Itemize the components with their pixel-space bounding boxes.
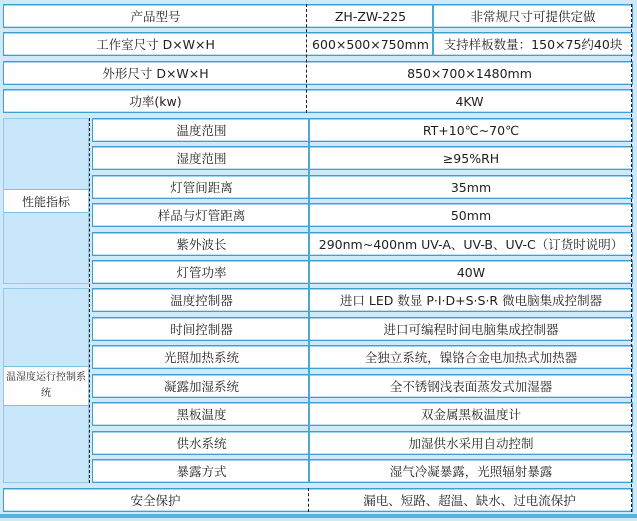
table-row-uv-wavelength [92,232,633,256]
row-value: 漏电、短路、超温、缺水、过电流保护 [363,493,576,508]
table-row-time-controller [92,317,633,341]
row-label: 工作室尺寸 D×W×H [96,37,215,52]
section-header-control-system [3,288,89,483]
table-row-sample-lamp-distance [92,203,633,227]
row-label: 安全保护 [130,493,181,508]
table-row-product-model [3,4,633,28]
table-row-outer-size [3,61,633,85]
row-label: 凝露加湿系统 [163,379,239,394]
row-value: 全不锈钢浅表面蒸发式加湿器 [389,379,553,394]
table-row-exposure-mode [92,459,633,483]
bottom-accent-strip [0,514,637,518]
table-row-light-heating-system [92,345,633,369]
row-value: 进口可编程时间电脑集成控制器 [383,322,559,337]
row-value: 50mm [450,207,492,223]
row-label: 灯管间距离 [170,180,233,195]
row-value: 全独立系统，镍铬合金电加热式加热器 [364,350,578,365]
row-label: 湿度范围 [176,151,227,166]
row-label: 外形尺寸 D×W×H [102,66,209,81]
row-note: 支持样板数量：150×75约40块 [443,37,623,52]
row-value: 35mm [450,179,492,195]
table-row-blackboard-temp [92,402,633,426]
row-label: 供水系统 [176,436,227,451]
row-value: ZH-ZW-225 [334,8,407,24]
row-value: 进口 LED 数显 P·I·D+S·S·R 微电脑集成控制器 [339,293,603,308]
row-value: 湿气冷凝暴露，光照辐射暴露 [389,464,553,479]
row-value: RT+10℃~70℃ [422,122,520,138]
table-row-water-supply [92,431,633,455]
table-row-chamber-size [3,32,633,56]
row-label: 功率(kw) [129,94,182,109]
divider-cyan-param-value [308,118,310,483]
row-label: 暴露方式 [176,464,227,479]
row-value: 290nm~400nm UV-A、UV-B、UV-C（订货时说明） [318,237,624,252]
divider-cyan-value-note [432,4,434,56]
row-value: 850×700×1480mm [407,65,532,81]
divider-dashed-section-head [89,118,90,483]
product-spec-table [3,4,633,514]
row-label: 产品型号 [130,9,181,24]
table-row-condensation-humidify-system [92,374,633,398]
row-label: 黑板温度 [176,407,227,422]
row-value: 加湿供水采用自动控制 [408,436,534,451]
divider-dashed-top-label [306,4,307,113]
row-label: 温度范围 [176,123,227,138]
row-label: 时间控制器 [170,322,233,337]
row-value: 600×500×750mm [312,36,429,52]
table-row-lamp-spacing [92,175,633,199]
table-row-humidity-range [92,146,633,170]
table-row-power [3,89,633,113]
table-row-safety-protection [3,488,633,512]
row-value: 4KW [455,93,484,109]
section-header-label: 温湿度运行控制系统 [4,366,88,406]
section-header-label: 性能指标 [4,189,88,213]
section-header-performance [3,118,89,284]
row-label: 样品与灯管距离 [157,208,246,223]
table-row-temp-controller [92,288,633,312]
row-value: 双金属黑板温度计 [420,407,521,422]
row-label: 灯管功率 [176,265,227,280]
row-value: ≥95%RH [442,150,500,166]
table-row-temp-range [92,118,633,142]
divider-dashed-bottom-label [308,488,309,512]
row-label: 光照加热系统 [163,350,239,365]
table-row-lamp-power [92,260,633,284]
divider-dashed-right-edge [631,4,632,512]
row-note: 非常规尺寸可提供定做 [470,9,596,24]
row-label: 紫外波长 [176,237,227,252]
row-label: 温度控制器 [170,293,233,308]
row-value: 40W [456,264,486,280]
